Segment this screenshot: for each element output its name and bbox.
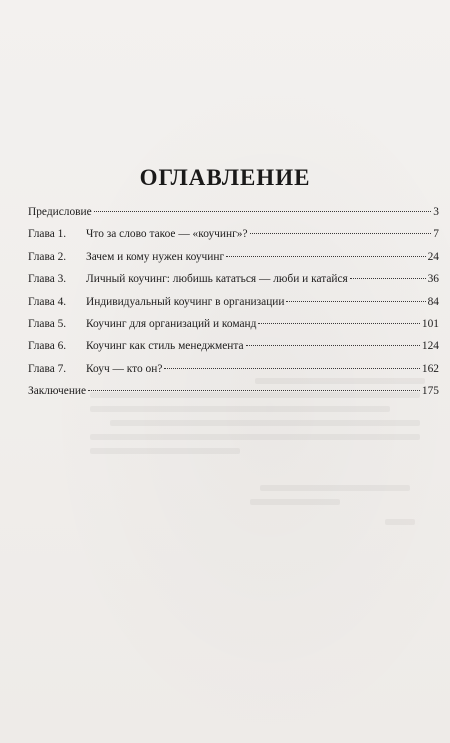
toc-entry-title: Коучинг для организаций и команд	[86, 317, 257, 330]
toc-entry-page: 3	[433, 206, 439, 218]
toc-entry-chapter: Глава 1.	[28, 228, 67, 241]
toc-entry-title: Предисловие	[28, 206, 92, 218]
toc-entry-title: Индивидуальный коучинг в организации	[86, 295, 285, 308]
toc-entry-page: 162	[421, 362, 439, 375]
toc-entry-page: 24	[427, 250, 439, 263]
dot-leader	[226, 256, 425, 257]
toc-entry-title: Коучинг как стиль менеджмента	[86, 340, 244, 353]
toc-heading: ОГЛАВЛЕНИЕ	[139, 165, 311, 190]
toc-entry-chapter-7[interactable]	[28, 358, 439, 380]
toc-entry-chapter: Глава 2.	[28, 250, 67, 263]
dot-leader	[164, 368, 420, 369]
toc-entry-page: 124	[421, 340, 439, 353]
table-of-contents	[28, 201, 439, 403]
toc-entry-chapter-2[interactable]	[28, 246, 439, 268]
toc-entry-page: 36	[427, 273, 439, 286]
toc-entry-title: Что за слово такое — «коучинг»?	[86, 228, 248, 241]
dot-leader	[88, 390, 420, 391]
toc-entry-conclusion[interactable]	[28, 380, 439, 402]
toc-entry-chapter: Глава 3.	[28, 273, 67, 286]
dot-leader	[286, 301, 425, 302]
toc-entry-chapter-5[interactable]	[28, 313, 439, 335]
dot-leader	[350, 278, 426, 279]
toc-entry-chapter-3[interactable]	[28, 268, 439, 290]
toc-entry-title: Зачем и кому нужен коучинг	[86, 250, 225, 263]
toc-entry-chapter: Глава 6.	[28, 340, 67, 353]
dot-leader	[250, 233, 432, 234]
toc-entry-chapter: Глава 4.	[28, 295, 67, 308]
toc-entry-chapter-4[interactable]	[28, 291, 439, 313]
toc-entry-chapter-1[interactable]	[28, 223, 439, 245]
dot-leader	[258, 323, 419, 324]
toc-entry-page: 7	[433, 228, 439, 241]
toc-entry-title: Заключение	[28, 385, 87, 398]
toc-entry-page: 84	[427, 295, 439, 308]
toc-entry-title: Личный коучинг: любишь кататься — люби и катайся	[86, 273, 348, 286]
toc-entry-chapter: Глава 7.	[28, 362, 67, 375]
toc-entry-preface[interactable]	[28, 201, 439, 223]
toc-entry-title: Коуч — кто он?	[86, 362, 163, 375]
toc-entry-chapter-6[interactable]	[28, 335, 439, 357]
toc-entry-page: 175	[421, 385, 439, 398]
dot-leader	[94, 211, 432, 212]
toc-entry-page: 101	[421, 317, 439, 330]
toc-entry-chapter: Глава 5.	[28, 317, 67, 330]
dot-leader	[246, 345, 420, 346]
